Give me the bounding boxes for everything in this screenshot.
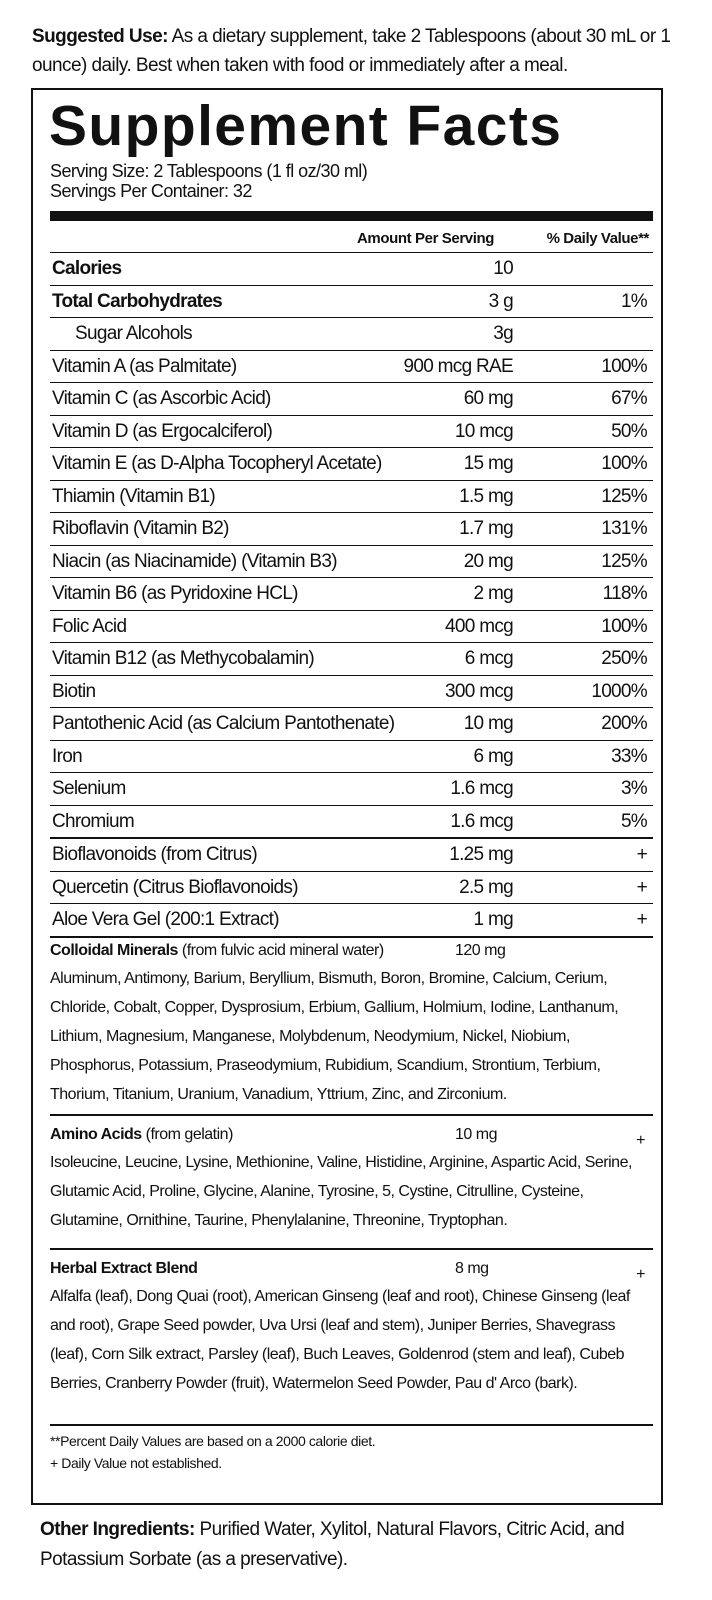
nutrient-amount: 20 mg bbox=[463, 550, 513, 572]
nutrient-daily-value: + bbox=[636, 909, 647, 930]
nutrient-daily-value: + bbox=[636, 876, 647, 898]
nutrient-name: Vitamin C (as Ascorbic Acid) bbox=[52, 388, 271, 409]
nutrient-amount: 1.5 mg bbox=[459, 485, 513, 507]
section-divider bbox=[50, 1248, 653, 1250]
nutrient-amount: 2 mg bbox=[473, 583, 513, 604]
nutrient-daily-value: 67% bbox=[611, 388, 647, 409]
suggested-use-text: As a dietary supplement, take 2 Tablespoons (about 30 mL or 1 ounce) daily. Best when taken with food or immediately after a meal. bbox=[32, 26, 671, 76]
nutrient-name: Selenium bbox=[52, 778, 126, 799]
nutrient-daily-value: 118% bbox=[602, 583, 647, 604]
nutrient-amount: 60 mg bbox=[463, 388, 513, 409]
header-amount: Amount Per Serving bbox=[357, 230, 494, 247]
serving-size: Serving Size: 2 Tablespoons (1 fl oz/30 ml) bbox=[50, 161, 368, 181]
nutrient-row bbox=[50, 383, 653, 416]
nutrient-name: Iron bbox=[52, 745, 82, 767]
nutrient-daily-value: 100% bbox=[601, 355, 647, 377]
nutrient-row bbox=[50, 872, 653, 905]
nutrient-daily-value: 200% bbox=[601, 713, 647, 734]
nutrient-daily-value: 100% bbox=[601, 615, 647, 637]
colloidal-list: Aluminum, Antimony, Barium, Beryllium, Bismuth, Boron, Bromine, Calcium, Cerium, Chloride, Cobalt, Copper, Dysprosium, Erbium, Gallium, Holmium, Iodine, Lanthanum, Lithium, Magnesium, Manganese, Molybdenum, Neodymium, Nickel, Niobium, Phosphorus, Potassium, Praseodymium, Rubidium, Scandium, Strontium, Terbium, Thorium, Titanium, Uranium, Vanadium, Yttrium, Zinc, and Zirconium. bbox=[50, 970, 619, 1103]
nutrient-amount: 10 mg bbox=[463, 713, 513, 734]
colloidal-minerals-block bbox=[50, 938, 653, 1109]
nutrient-amount: 2.5 mg bbox=[459, 876, 513, 898]
nutrient-row bbox=[50, 643, 653, 676]
colloidal-amount: 120 mg bbox=[455, 942, 506, 959]
nutrient-name: Vitamin D (as Ergocalciferol) bbox=[52, 420, 273, 442]
herbal-dv: + bbox=[636, 1266, 645, 1283]
nutrient-rows bbox=[50, 253, 653, 938]
amino-heading: Amino Acids (from gelatin) bbox=[50, 1126, 233, 1143]
herbal-blend-block bbox=[50, 1256, 653, 1398]
suggested-use bbox=[32, 22, 692, 80]
other-ingredients-text: Purified Water, Xylitol, Natural Flavors, Citric Acid, and Potassium Sorbate (as a preservative). bbox=[40, 1519, 625, 1570]
nutrient-name: Thiamin (Vitamin B1) bbox=[52, 485, 216, 507]
nutrient-row bbox=[50, 448, 653, 481]
nutrient-row bbox=[50, 546, 653, 579]
nutrient-daily-value: 5% bbox=[620, 810, 647, 832]
section-divider bbox=[50, 1114, 653, 1116]
nutrient-daily-value: 125% bbox=[601, 485, 647, 507]
nutrient-amount: 10 bbox=[493, 258, 513, 279]
nutrient-amount: 1.6 mcg bbox=[450, 810, 513, 832]
nutrient-row bbox=[50, 676, 653, 709]
nutrient-amount: 1 mg bbox=[473, 909, 513, 930]
nutrient-daily-value: 1% bbox=[620, 290, 647, 312]
nutrient-row bbox=[50, 839, 653, 872]
nutrient-row bbox=[50, 708, 653, 741]
nutrient-amount: 6 mg bbox=[473, 745, 513, 767]
nutrient-amount: 400 mcg bbox=[445, 615, 513, 637]
colloidal-heading: Colloidal Minerals (from fulvic acid mineral water) bbox=[50, 942, 384, 959]
nutrient-amount: 15 mg bbox=[463, 453, 513, 474]
supplement-facts-panel bbox=[31, 88, 663, 1505]
suggested-use-label: Suggested Use: bbox=[32, 26, 168, 47]
nutrient-amount: 900 mcg RAE bbox=[403, 355, 513, 377]
nutrient-row bbox=[50, 773, 653, 806]
nutrient-amount: 10 mcg bbox=[454, 420, 513, 442]
nutrient-name: Biotin bbox=[52, 680, 96, 702]
amino-acids-block bbox=[50, 1122, 653, 1235]
nutrient-row bbox=[50, 513, 653, 546]
footnote-not-established: + Daily Value not established. bbox=[50, 1455, 222, 1471]
thick-divider bbox=[50, 211, 653, 221]
nutrient-name: Quercetin (Citrus Bioflavonoids) bbox=[52, 876, 298, 898]
nutrient-name: Chromium bbox=[52, 810, 135, 832]
footnote-daily-values: **Percent Daily Values are based on a 2000 calorie diet. bbox=[50, 1433, 376, 1449]
nutrient-name: Vitamin E (as D-Alpha Tocopheryl Acetate) bbox=[52, 453, 382, 474]
panel-title: Supplement Facts bbox=[49, 94, 563, 158]
nutrient-name: Total Carbohydrates bbox=[52, 290, 223, 312]
nutrient-row bbox=[50, 416, 653, 449]
nutrient-amount: 6 mcg bbox=[464, 648, 513, 669]
nutrient-amount: 1.7 mg bbox=[459, 518, 513, 539]
nutrient-row bbox=[50, 253, 653, 286]
nutrient-name: Folic Acid bbox=[52, 615, 127, 637]
nutrient-name: Aloe Vera Gel (200:1 Extract) bbox=[52, 909, 279, 930]
nutrient-row bbox=[50, 578, 653, 611]
nutrient-name: Vitamin A (as Palmitate) bbox=[52, 355, 237, 377]
nutrient-row bbox=[50, 286, 653, 319]
amino-dv: + bbox=[636, 1132, 645, 1149]
nutrient-daily-value: 3% bbox=[620, 778, 647, 799]
nutrient-daily-value: 33% bbox=[611, 745, 647, 767]
nutrient-daily-value: 250% bbox=[601, 648, 647, 669]
header-daily-value: % Daily Value** bbox=[546, 230, 649, 247]
nutrient-name: Calories bbox=[52, 258, 122, 279]
amino-list: Isoleucine, Leucine, Lysine, Methionine, Valine, Histidine, Arginine, Aspartic Acid, Serine, Glutamic Acid, Proline, Glycine, Alanine, Tyrosine, 5, Cystine, Citrulline, Cysteine, Glutamine, Ornithine, Taurine, Phenylalanine, Threonine, Tryptophan. bbox=[50, 1154, 632, 1229]
herbal-list: Alfalfa (leaf), Dong Quai (root), American Ginseng (leaf and root), Chinese Ginseng (leaf and root), Grape Seed powder, Uva Ursi (leaf and stem), Juniper Berries, Shavegrass (leaf), Corn Silk extract, Parsley (leaf), Buch Leaves, Goldenrod (stem and leaf), Cubeb Berries, Cranberry Powder (fruit), Watermelon Seed Powder, Pau d' Arco (bark). bbox=[50, 1288, 630, 1392]
nutrient-name: Niacin (as Niacinamide) (Vitamin B3) bbox=[52, 550, 337, 572]
nutrient-row bbox=[50, 351, 653, 384]
nutrient-name: Bioflavonoids (from Citrus) bbox=[52, 844, 257, 865]
nutrient-amount: 300 mcg bbox=[445, 680, 513, 702]
nutrient-row bbox=[50, 481, 653, 514]
nutrient-row bbox=[50, 904, 653, 938]
nutrient-daily-value: 100% bbox=[601, 453, 647, 474]
nutrient-amount: 3g bbox=[493, 323, 513, 344]
nutrient-name: Vitamin B6 (as Pyridoxine HCL) bbox=[52, 583, 298, 604]
nutrient-daily-value: 131% bbox=[601, 518, 647, 539]
section-divider bbox=[50, 1424, 653, 1426]
column-header bbox=[50, 222, 653, 253]
other-ingredients-label: Other Ingredients: bbox=[40, 1519, 195, 1540]
amino-amount: 10 mg bbox=[455, 1126, 497, 1143]
nutrient-row bbox=[50, 611, 653, 644]
servings-per-container: Servings Per Container: 32 bbox=[50, 181, 252, 201]
nutrient-row bbox=[50, 806, 653, 840]
nutrient-daily-value: 1000% bbox=[591, 680, 647, 702]
herbal-heading: Herbal Extract Blend bbox=[50, 1260, 198, 1277]
nutrient-name: Sugar Alcohols bbox=[75, 323, 192, 344]
nutrient-amount: 3 g bbox=[488, 290, 513, 312]
nutrient-daily-value: 125% bbox=[601, 550, 647, 572]
nutrient-name: Pantothenic Acid (as Calcium Pantothenate) bbox=[52, 713, 395, 734]
footnotes bbox=[50, 1430, 375, 1474]
nutrient-amount: 1.6 mcg bbox=[450, 778, 513, 799]
nutrient-daily-value: 50% bbox=[611, 420, 647, 442]
other-ingredients bbox=[40, 1515, 690, 1575]
herbal-amount: 8 mg bbox=[455, 1260, 489, 1277]
serving-info bbox=[50, 161, 367, 201]
nutrient-amount: 1.25 mg bbox=[449, 844, 513, 865]
nutrient-name: Riboflavin (Vitamin B2) bbox=[52, 518, 229, 539]
nutrient-row bbox=[50, 741, 653, 774]
nutrient-daily-value: + bbox=[636, 844, 647, 865]
nutrient-name: Vitamin B12 (as Methycobalamin) bbox=[52, 648, 315, 669]
nutrient-row bbox=[50, 318, 653, 351]
